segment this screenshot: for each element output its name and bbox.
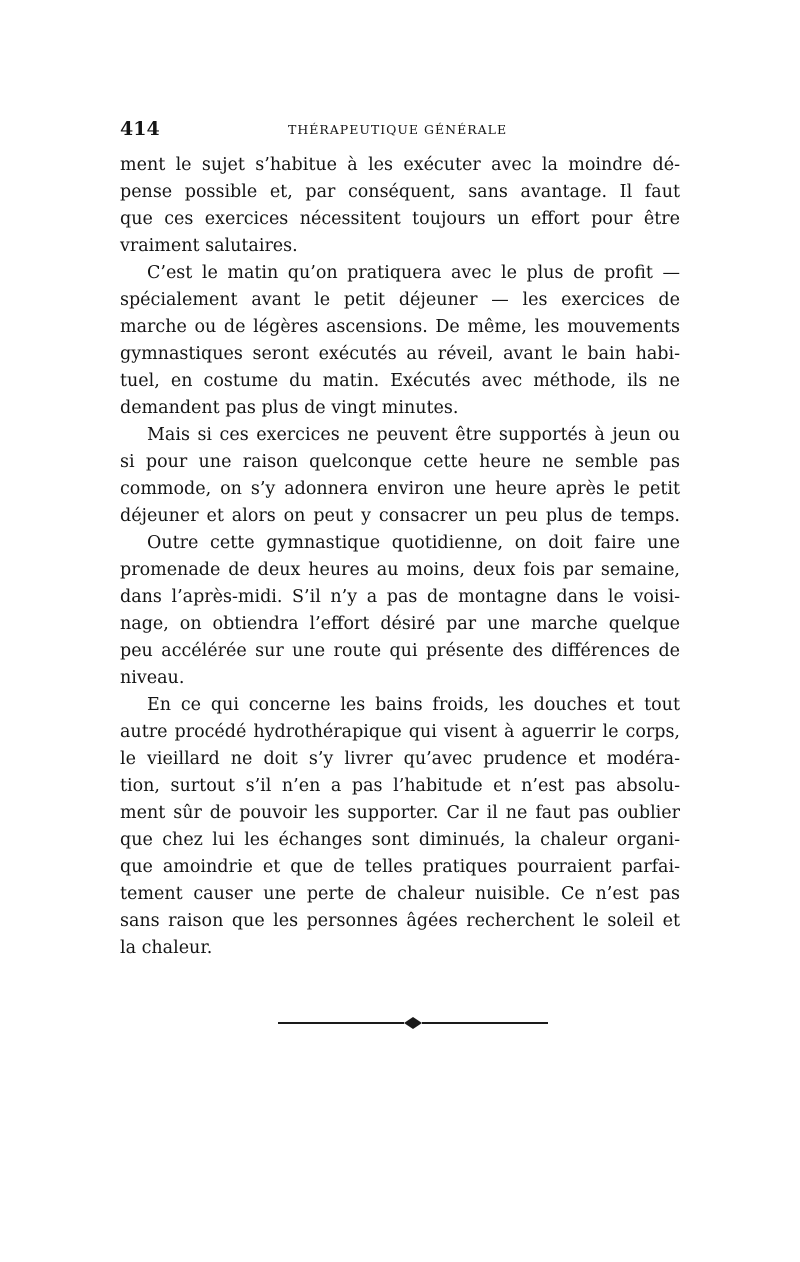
text-line: commode, on s’y adonnera environ une heure après le petit: [120, 479, 680, 499]
text-line: nage, on obtiendra l’effort désiré par une marche quelque: [120, 614, 680, 634]
page-number: 414: [120, 118, 160, 140]
text-line: le vieillard ne doit s’y livrer qu’avec prudence et modéra-: [120, 749, 680, 769]
text-line: peu accélérée sur une route qui présente des différences de: [120, 641, 680, 661]
text-line: si pour une raison quelconque cette heure ne semble pas: [120, 452, 680, 472]
text-line: marche ou de légères ascensions. De même, les mouvements: [120, 317, 680, 337]
ornamental-divider: [278, 1016, 548, 1030]
text-line: gymnastiques seront exécutés au réveil, avant le bain habi-: [120, 344, 680, 364]
text-line: la chaleur.: [120, 938, 213, 958]
text-line: Mais si ces exercices ne peuvent être supportés à jeun ou: [147, 425, 680, 445]
text-line: autre procédé hydrothérapique qui visent à aguerrir le corps,: [120, 722, 680, 742]
text-line: tion, surtout s’il n’en a pas l’habitude et n’est pas absolu-: [120, 776, 680, 796]
text-line: que ces exercices nécessitent toujours un effort pour être: [120, 209, 680, 229]
page-header: [120, 118, 680, 142]
text-line: dans l’après-midi. S’il n’y a pas de montagne dans le voisi-: [120, 587, 680, 607]
text-line: promenade de deux heures au moins, deux fois par semaine,: [120, 560, 680, 580]
text-line: sans raison que les personnes âgées recherchent le soleil et: [120, 911, 680, 931]
text-line: vraiment salutaires.: [120, 236, 298, 256]
text-line: tuel, en costume du matin. Exécutés avec méthode, ils ne: [120, 371, 680, 391]
text-line: demandent pas plus de vingt minutes.: [120, 398, 459, 418]
text-line: Outre cette gymnastique quotidienne, on doit faire une: [147, 533, 680, 553]
running-head: THÉRAPEUTIQUE GÉNÉRALE: [288, 122, 508, 137]
text-line: tement causer une perte de chaleur nuisible. Ce n’est pas: [120, 884, 680, 904]
text-line: déjeuner et alors on peut y consacrer un peu plus de temps.: [120, 506, 680, 526]
text-line: pense possible et, par conséquent, sans avantage. Il faut: [120, 182, 680, 202]
text-line: spécialement avant le petit déjeuner — les exercices de: [120, 290, 680, 310]
text-line: C’est le matin qu’on pratiquera avec le plus de profit —: [147, 263, 680, 283]
text-line: que amoindrie et que de telles pratiques pourraient parfai-: [120, 857, 680, 877]
text-line: niveau.: [120, 668, 185, 688]
text-line: En ce qui concerne les bains froids, les douches et tout: [147, 695, 680, 715]
text-line: que chez lui les échanges sont diminués, la chaleur organi-: [120, 830, 680, 850]
text-line: ment le sujet s’habitue à les exécuter avec la moindre dé-: [120, 155, 680, 175]
text-line: ment sûr de pouvoir les supporter. Car il ne faut pas oublier: [120, 803, 680, 823]
